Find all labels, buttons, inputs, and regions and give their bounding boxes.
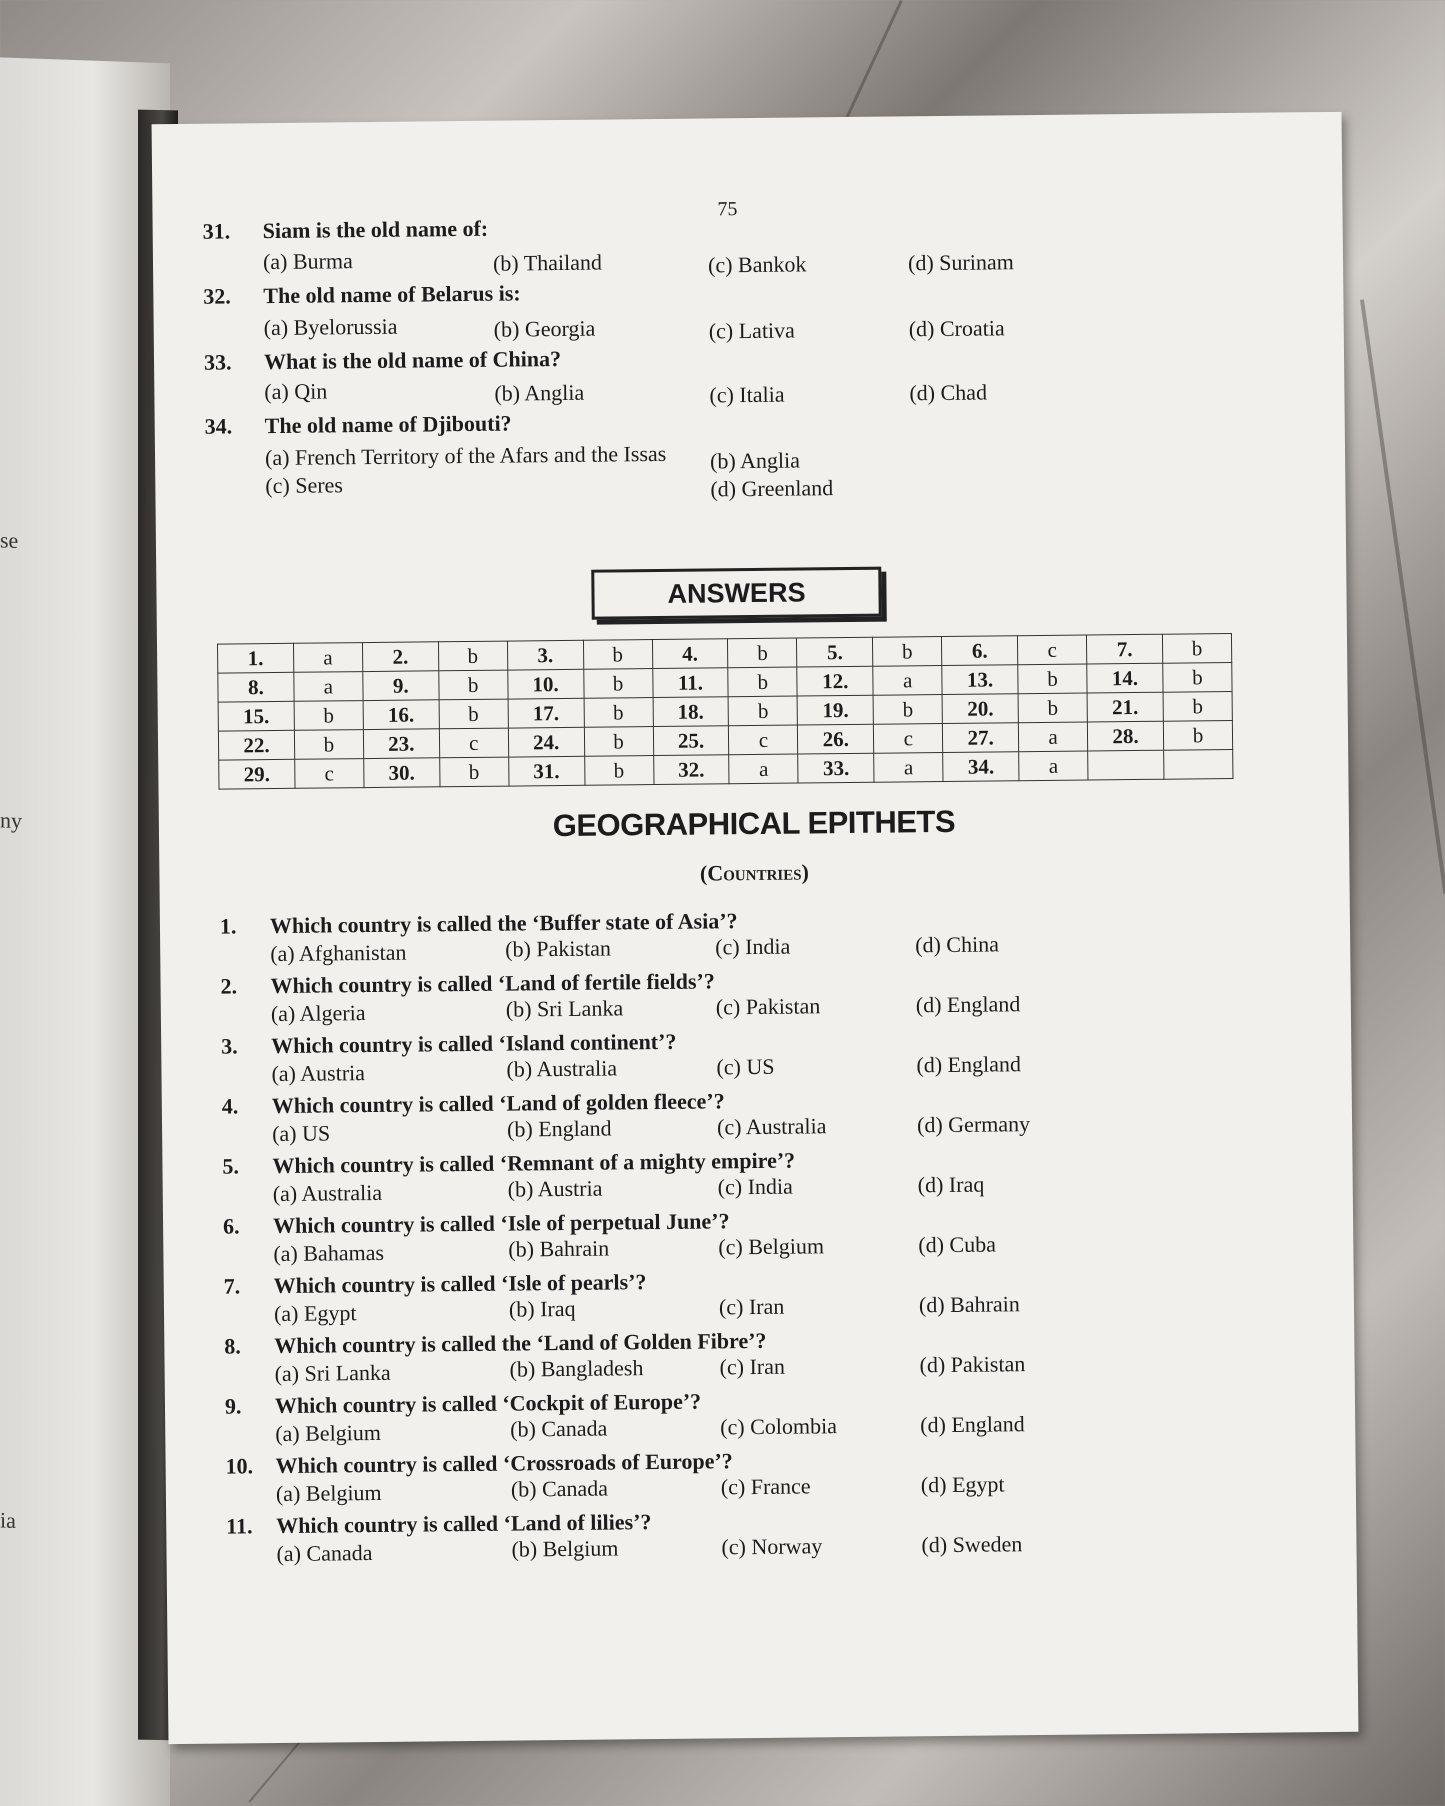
question-number: 33. (203, 349, 232, 375)
question-text: The old name of Belarus is: (263, 280, 521, 309)
answer-number: 26. (798, 724, 874, 754)
option-c: (c) Norway (721, 1533, 823, 1560)
answer-value: b (1163, 691, 1232, 721)
option-d: (d) Iraq (917, 1171, 985, 1198)
answer-number: 15. (218, 701, 294, 731)
answer-number: 22. (218, 730, 294, 760)
question-8 (214, 1322, 1314, 1359)
option-d: (d) Pakistan (919, 1351, 1026, 1378)
option-d: (d) Cuba (918, 1231, 997, 1258)
answer-value: b (873, 637, 942, 667)
option-c: (c) Iran (719, 1353, 786, 1380)
question-text: Which country is called ‘Land of fertile fields’? (270, 968, 715, 999)
answer-value: b (728, 667, 797, 697)
answer-value (1164, 749, 1233, 779)
option-c: (c) Australia (716, 1113, 827, 1140)
answer-number: 2. (362, 642, 438, 672)
option-a: (a) Belgium (275, 1419, 382, 1447)
option-a: (a) Egypt (273, 1300, 357, 1327)
answer-value: c (729, 725, 798, 755)
facing-page-fragment: ia (0, 1507, 16, 1533)
option-d: (d) England (915, 991, 1021, 1018)
option-b: (b) Australia (506, 1055, 618, 1082)
answer-number: 13. (942, 665, 1018, 695)
question-number: 32. (203, 283, 231, 309)
answer-number: 28. (1087, 721, 1163, 751)
option-a: (a) Australia (272, 1179, 383, 1207)
question-text: Which country is called ‘Land of golden fleece’? (271, 1088, 725, 1119)
option-d: (d) Croatia (908, 315, 1005, 342)
question-text: Which country is called the ‘Buffer state of Asia’? (269, 908, 738, 939)
question-text: Which country is called ‘Land of lilies’? (276, 1509, 652, 1539)
option-a: (a) Byelorussia (263, 313, 398, 341)
answer-value: c (439, 728, 508, 758)
option-b: (b) Bangladesh (509, 1355, 644, 1382)
answer-number: 32. (653, 755, 729, 785)
question-text: Which country is called ‘Remnant of a mighty empire’? (272, 1147, 796, 1179)
answer-value: a (1019, 751, 1088, 781)
question-number: 11. (226, 1513, 253, 1539)
option-a: (a) Canada (276, 1540, 373, 1567)
answer-number: 27. (943, 723, 1019, 753)
answer-value: a (294, 672, 363, 702)
question-number: 10. (225, 1453, 254, 1479)
answer-number: 1. (217, 643, 293, 673)
question-3 (211, 1022, 1311, 1059)
facing-page-fragment: ny (0, 807, 22, 834)
answer-value: b (729, 696, 798, 726)
option-b: (b) Pakistan (505, 935, 612, 962)
question-number: 3. (221, 1033, 238, 1059)
question-1 (210, 902, 1310, 939)
answer-value: a (873, 666, 942, 696)
answer-value: b (439, 699, 508, 729)
book-page (152, 112, 1359, 1744)
option-a: (a) Belgium (275, 1479, 382, 1507)
answer-number: 33. (798, 753, 874, 783)
answer-number: 11. (652, 668, 728, 698)
option-c: (c) Seres (265, 472, 344, 499)
question-number: 8. (224, 1333, 241, 1359)
option-c: (c) Colombia (720, 1413, 838, 1440)
option-b: (b) Canada (510, 1475, 609, 1502)
answer-value: b (583, 669, 652, 699)
answer-number: 24. (508, 727, 584, 757)
answer-number: 14. (1087, 663, 1163, 693)
answer-number: 3. (507, 640, 583, 670)
question-text: Siam is the old name of: (262, 215, 489, 244)
answer-number: 29. (219, 759, 295, 789)
option-d: (d) Germany (916, 1111, 1031, 1138)
question-number: 9. (224, 1393, 242, 1419)
option-b: (b) Anglia (709, 447, 801, 474)
option-d: (d) England (920, 1411, 1025, 1438)
option-d: (d) Chad (909, 379, 988, 406)
answer-number: 5. (797, 637, 873, 667)
option-a: (a) Austria (271, 1060, 366, 1087)
answer-number: 30. (364, 758, 440, 788)
question-31 (202, 207, 1303, 244)
question-number: 34. (204, 413, 233, 439)
answer-value: b (583, 640, 652, 670)
answer-value: a (874, 753, 943, 783)
answer-value: b (294, 730, 363, 760)
answer-number: 34. (943, 752, 1019, 782)
option-c: (c) Bankok (707, 251, 807, 278)
answer-value: c (295, 759, 364, 789)
answer-value: c (1018, 635, 1087, 665)
option-d: (d) Surinam (907, 249, 1014, 276)
option-b: (b) Iraq (508, 1295, 576, 1322)
answer-value: b (584, 756, 653, 786)
answer-number: 19. (797, 695, 873, 725)
option-d: (d) Egypt (920, 1471, 1005, 1498)
question-text: Which country is called ‘Isle of pearls’? (273, 1269, 647, 1299)
option-b: (b) Anglia (494, 379, 585, 406)
option-d: (d) Greenland (710, 475, 834, 502)
answer-value: b (728, 638, 797, 668)
option-d: (d) Sweden (921, 1531, 1023, 1558)
option-a: (a) Afghanistan (270, 939, 407, 967)
option-a: (a) French Territory of the Afars and the Issas (264, 440, 667, 471)
question-number: 31. (202, 218, 231, 244)
answer-number: 17. (508, 698, 584, 728)
question-text: Which country is called the ‘Land of Golden Fibre’? (274, 1327, 767, 1359)
option-a: (a) Bahamas (273, 1239, 385, 1267)
answer-value: b (1018, 664, 1087, 694)
option-d: (d) China (915, 931, 1000, 958)
answer-value: a (729, 754, 798, 784)
question-text: The old name of Djibouti? (264, 410, 512, 439)
answer-value: b (1018, 693, 1087, 723)
option-c: (c) France (720, 1473, 811, 1500)
answers-heading: ANSWERS (591, 567, 882, 620)
option-a: (a) Sri Lanka (274, 1359, 391, 1387)
answer-number (1088, 750, 1164, 780)
option-b: (b) Thailand (492, 249, 603, 276)
answer-value: b (439, 757, 508, 787)
answer-value: b (438, 641, 507, 671)
option-c: (c) Lativa (708, 317, 795, 344)
question-number: 7. (223, 1273, 241, 1299)
option-b: (b) Sri Lanka (505, 995, 624, 1022)
answer-number: 7. (1087, 634, 1163, 664)
answer-value: b (873, 695, 942, 725)
option-a: (a) US (271, 1120, 331, 1147)
answer-value: b (584, 727, 653, 757)
answer-number: 31. (508, 756, 584, 786)
answer-number: 25. (653, 726, 729, 756)
answer-number: 6. (942, 636, 1018, 666)
answer-key-table (217, 633, 1233, 790)
answer-number: 8. (218, 672, 294, 702)
answer-value: b (1163, 662, 1232, 692)
question-text: Which country is called ‘Island continent’? (271, 1028, 677, 1059)
question-number: 5. (222, 1153, 240, 1179)
question-text: Which country is called ‘Cockpit of Europe’? (274, 1388, 702, 1419)
answer-number: 4. (652, 639, 728, 669)
answer-number: 21. (1087, 692, 1163, 722)
answer-value: a (293, 643, 362, 673)
answer-value: c (874, 724, 943, 754)
question-text: Which country is called ‘Crossroads of Europe’? (275, 1448, 733, 1479)
marble-vein (1360, 299, 1445, 894)
section-subtitle: (Countries) (699, 859, 809, 886)
answer-number: 23. (363, 729, 439, 759)
answer-number: 18. (653, 697, 729, 727)
question-number: 1. (219, 913, 237, 939)
option-d: (d) Bahrain (918, 1291, 1020, 1318)
option-a: (a) Burma (262, 248, 353, 275)
section-title: GEOGRAPHICAL EPITHETS (552, 803, 956, 844)
option-a: (a) Algeria (270, 1000, 366, 1027)
question-5 (212, 1142, 1312, 1179)
option-c: (c) Pakistan (715, 993, 821, 1020)
option-b: (b) Belgium (511, 1535, 619, 1562)
answer-value: b (584, 698, 653, 728)
option-b: (b) Bahrain (508, 1235, 610, 1262)
marble-vein (249, 1740, 302, 1803)
option-c: (c) US (716, 1053, 775, 1080)
option-c: (c) India (717, 1173, 793, 1200)
option-b: (b) Austria (507, 1175, 603, 1202)
answer-value: a (1019, 722, 1088, 752)
facing-page-fragment: se (0, 527, 19, 554)
option-a: (a) Qin (264, 378, 328, 405)
option-c: (c) Belgium (718, 1233, 825, 1260)
question-text: What is the old name of China? (263, 346, 562, 375)
answer-value: b (294, 701, 363, 731)
answer-value: b (439, 670, 508, 700)
page-number: 75 (717, 198, 738, 221)
question-text: Which country is called ‘Isle of perpetual June’? (272, 1208, 730, 1239)
question-number: 6. (222, 1213, 240, 1239)
answer-number: 16. (363, 700, 439, 730)
answer-number: 20. (942, 694, 1018, 724)
answer-number: 10. (507, 669, 583, 699)
option-c: (c) Italia (709, 381, 785, 408)
option-b: (b) Canada (510, 1415, 608, 1442)
answer-value: b (1162, 633, 1231, 663)
option-b: (b) England (506, 1115, 612, 1142)
option-d: (d) England (916, 1051, 1022, 1078)
answer-number: 12. (797, 666, 873, 696)
option-c: (c) India (715, 933, 791, 960)
question-4 (212, 1082, 1312, 1119)
option-c: (c) Iran (718, 1293, 785, 1320)
question-number: 2. (220, 973, 238, 999)
answer-value: b (1163, 720, 1232, 750)
answer-number: 9. (363, 671, 439, 701)
option-b: (b) Georgia (493, 315, 596, 342)
question-number: 4. (221, 1093, 239, 1119)
